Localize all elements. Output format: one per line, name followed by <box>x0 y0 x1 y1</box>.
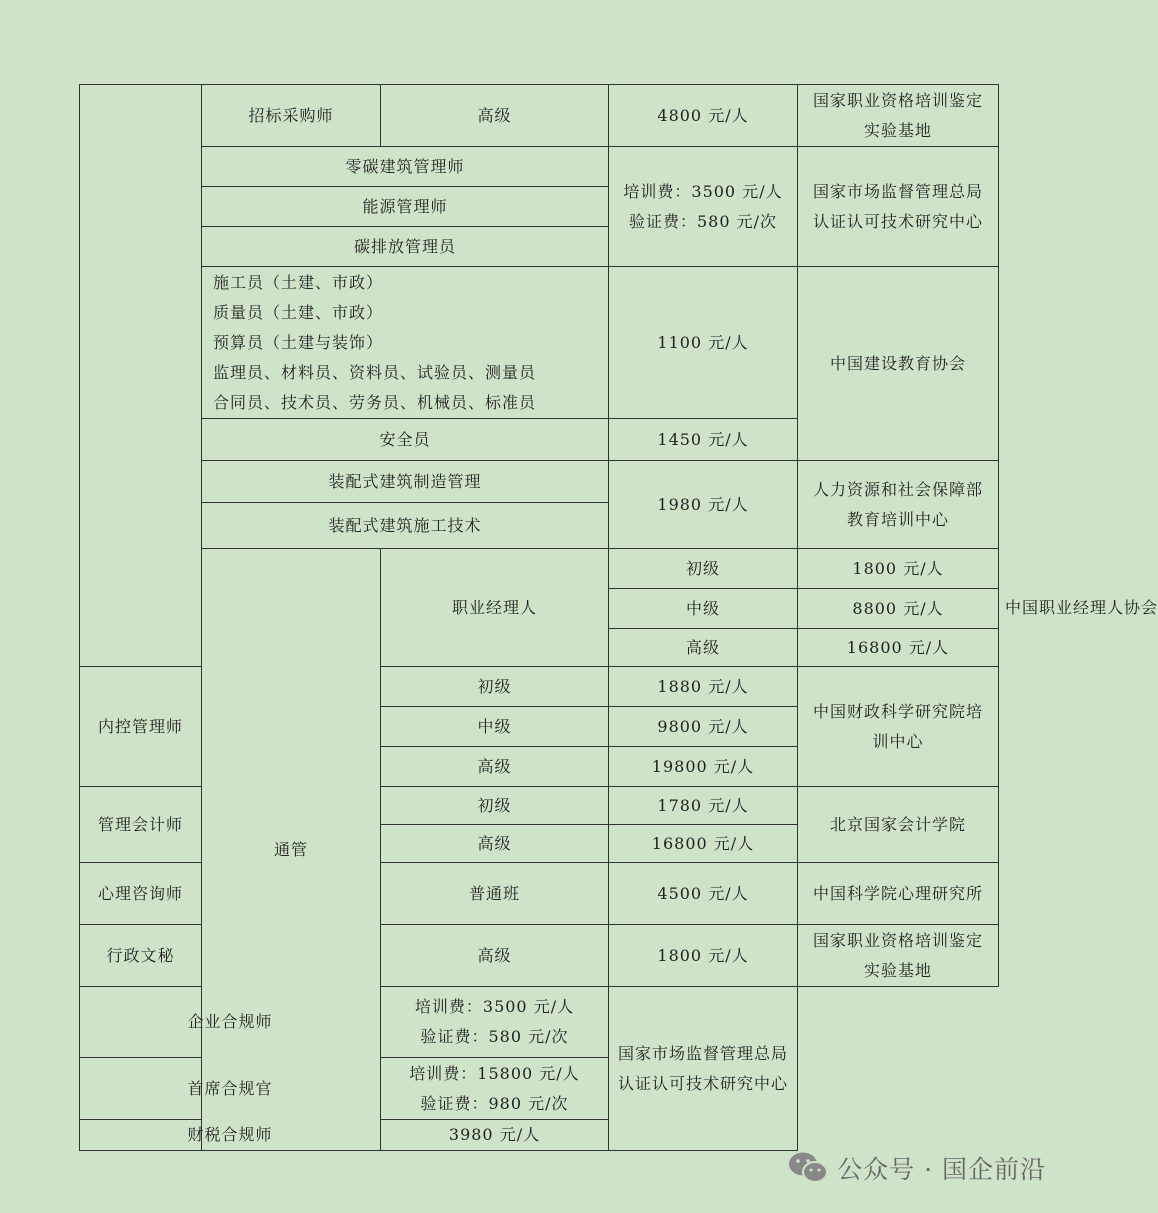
cert-name: 行政文秘 <box>80 925 202 987</box>
cert-org: 中国财政科学研究院培 训中心 <box>798 667 999 787</box>
cert-org: 国家市场监督管理总局 认证认可技术研究中心 <box>798 147 999 267</box>
cert-name: 管理会计师 <box>80 787 202 863</box>
cert-org: 中国科学院心理研究所 <box>798 863 999 925</box>
cert-level: 高级 <box>381 925 609 987</box>
cert-name: 能源管理师 <box>202 187 609 227</box>
cert-name: 企业合规师 <box>80 987 381 1058</box>
cert-name: 首席合规官 <box>80 1058 381 1120</box>
cert-fee: 19800 元/人 <box>609 747 798 787</box>
cert-fee: 1800 元/人 <box>609 925 798 987</box>
cert-name: 碳排放管理员 <box>202 227 609 267</box>
cert-org: 北京国家会计学院 <box>798 787 999 863</box>
cert-org: 国家市场监督管理总局 认证认可技术研究中心 <box>609 987 798 1151</box>
cert-name: 内控管理师 <box>80 667 202 787</box>
cert-name: 零碳建筑管理师 <box>202 147 609 187</box>
cert-fee: 16800 元/人 <box>798 629 999 667</box>
fee-table: 招标采购师 高级 4800 元/人 国家职业资格培训鉴定 实验基地 零碳建筑管理师 培训费：3500 元/人 验证费：580 元/次 国家市场监督管理总局 认证认可技术研究中心 能源管理师 碳排放管理员 施工员（土建、市政） 质量员（土建、市政） 预算员（土建与装饰） 监理员、材料员、资料员、试验员、测量员 合同员、技术员、劳务员、机械员、标准员 1100 元/人 中国建设教育协会 安全员 1450 元/人 装配式建筑制造管理 1980 元/人 人力资源和社会保障部 教育培训中心 装配式建筑施工技术 通管 职业经理人 初级 1800 元/人 中国职业经理人协会 中级 8800 元/人 高级 16800 元/人 内控管理师 初级 1880 元/人 中国财政科学研究院培 训中心 中级 9800 元/人 高级 19800 元/人 管理会计师 初级 1780 元/人 北京国家会计学院 高级 16800 元/人 心理咨询师 普通班 4500 元/人 中国科学院心理研究所 行政文秘 高级 1800 元/人 国家职业资格培训鉴定 实验基地 企业合规师 培训费：3500 元/人 验证费：580 元/次 国家市场监督管理总局 认证认可技术研究中心 首席合规官 培训费：15800 元/人 验证费：980 元/次 财税合规师 3980 元/人 <box>79 84 999 1151</box>
cert-org: 人力资源和社会保障部 教育培训中心 <box>798 461 999 549</box>
category-cell: 通管 <box>202 549 381 1151</box>
wechat-icon <box>787 1150 829 1186</box>
cert-name: 财税合规师 <box>80 1120 381 1151</box>
cert-fee: 9800 元/人 <box>609 707 798 747</box>
cert-name: 职业经理人 <box>381 549 609 667</box>
cert-level: 高级 <box>381 747 609 787</box>
cert-fee: 4800 元/人 <box>609 85 798 147</box>
cert-fee: 1980 元/人 <box>609 461 798 549</box>
cert-level: 中级 <box>381 707 609 747</box>
cert-name: 心理咨询师 <box>80 863 202 925</box>
watermark <box>787 1150 1046 1186</box>
watermark-text: 公众号 · 国企前沿 <box>837 1155 1046 1184</box>
cert-fee: 1800 元/人 <box>798 549 999 589</box>
cert-name: 装配式建筑制造管理 <box>202 461 609 503</box>
cert-fee: 培训费：3500 元/人 验证费：580 元/次 <box>381 987 609 1058</box>
cert-org: 国家职业资格培训鉴定 实验基地 <box>798 925 999 987</box>
cert-fee: 16800 元/人 <box>609 825 798 863</box>
cert-level: 初级 <box>381 787 609 825</box>
cert-fee: 1450 元/人 <box>609 419 798 461</box>
cert-level: 中级 <box>609 589 798 629</box>
cert-fee: 4500 元/人 <box>609 863 798 925</box>
cert-org: 国家职业资格培训鉴定 实验基地 <box>798 85 999 147</box>
cert-fee: 8800 元/人 <box>798 589 999 629</box>
category-cell-empty <box>80 85 202 667</box>
cert-level: 高级 <box>609 629 798 667</box>
cert-name: 装配式建筑施工技术 <box>202 503 609 549</box>
cert-fee: 1100 元/人 <box>609 267 798 419</box>
cert-org: 中国建设教育协会 <box>798 267 999 461</box>
cert-name-list: 施工员（土建、市政） 质量员（土建、市政） 预算员（土建与装饰） 监理员、材料员、资料员、试验员、测量员 合同员、技术员、劳务员、机械员、标准员 <box>202 267 609 419</box>
cert-level: 初级 <box>609 549 798 589</box>
cert-level: 普通班 <box>381 863 609 925</box>
cert-name: 安全员 <box>202 419 609 461</box>
cert-level: 高级 <box>381 825 609 863</box>
cert-fee: 1780 元/人 <box>609 787 798 825</box>
cert-level: 高级 <box>381 85 609 147</box>
cert-fee: 3980 元/人 <box>381 1120 609 1151</box>
cert-fee: 1880 元/人 <box>609 667 798 707</box>
cert-level: 初级 <box>381 667 609 707</box>
cert-name: 招标采购师 <box>202 85 381 147</box>
cert-fee: 培训费：3500 元/人 验证费：580 元/次 <box>609 147 798 267</box>
cert-fee: 培训费：15800 元/人 验证费：980 元/次 <box>381 1058 609 1120</box>
